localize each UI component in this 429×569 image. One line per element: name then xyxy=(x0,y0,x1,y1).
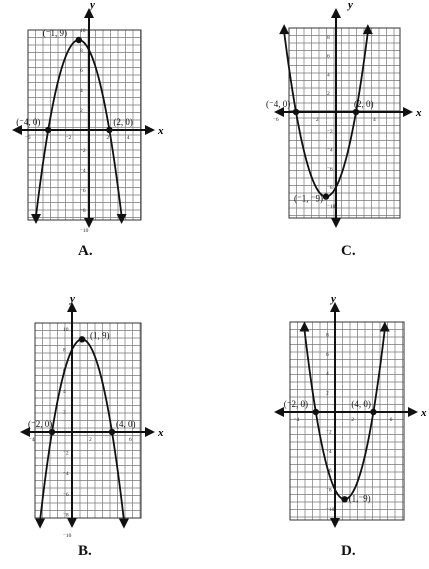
curve-arrow-right xyxy=(380,322,390,332)
y-tick-label: 4 xyxy=(80,88,83,94)
y-axis-label: y xyxy=(70,293,75,305)
x-tick-label: 2 xyxy=(89,437,92,443)
x-axis-label: x xyxy=(421,407,427,419)
point-label: (⁻2, 0) xyxy=(28,419,53,429)
y-tick-label: 4 xyxy=(63,388,66,395)
y-tick-label: ⁻8 xyxy=(63,512,69,519)
labeled-point xyxy=(341,496,347,502)
y-tick-label: ⁻8 xyxy=(326,487,332,494)
choice-letter-a[interactable]: A. xyxy=(78,243,93,259)
point-label: (⁻2, 0) xyxy=(283,399,309,409)
y-tick-label: ⁻4 xyxy=(326,448,332,455)
y-tick-label: ⁻8 xyxy=(327,185,333,192)
labeled-point xyxy=(313,409,319,415)
y-tick-label: ⁻4 xyxy=(327,147,333,154)
x-axis-label: x xyxy=(158,125,164,137)
curve-arrow-left xyxy=(299,322,309,332)
y-tick-label: ⁻2 xyxy=(63,450,69,457)
point-label: (1, 9) xyxy=(90,330,110,341)
point-label: (4, 0) xyxy=(116,419,136,429)
y-tick-label: ⁻10 xyxy=(326,507,335,513)
y-tick-label: 10 xyxy=(63,327,69,333)
choice-letter-d[interactable]: D. xyxy=(341,543,356,559)
x-tick-label: ⁻4 xyxy=(293,417,300,423)
x-tick-label: ⁻6 xyxy=(273,117,279,123)
y-tick-label: ⁻6 xyxy=(326,468,332,475)
y-tick-label: ⁻4 xyxy=(80,168,86,174)
x-tick-label: 6 xyxy=(389,417,393,423)
point-label: (⁻1, ⁻9) xyxy=(294,193,323,204)
x-axis-arrow-left xyxy=(274,407,284,417)
y-tick-label: 2 xyxy=(327,91,330,98)
y-tick-label: ⁻10 xyxy=(80,228,89,234)
y-tick-label: ⁻6 xyxy=(327,166,333,173)
choice-letter-c[interactable]: C. xyxy=(341,243,356,259)
y-tick-label: 6 xyxy=(326,351,329,358)
x-tick-label: ⁻2 xyxy=(313,117,319,123)
point-label: (2, 0) xyxy=(354,99,374,109)
y-tick-label: 8 xyxy=(63,347,66,354)
y-tick-label: ⁻10 xyxy=(63,533,72,539)
y-tick-label: ⁻8 xyxy=(80,208,86,214)
y-tick-label: 6 xyxy=(327,53,330,60)
y-tick-label: ⁻6 xyxy=(63,491,69,498)
y-tick-label: 4 xyxy=(327,72,330,79)
y-tick-label: ⁻2 xyxy=(80,148,86,154)
y-axis-label: y xyxy=(348,0,353,11)
point-label: (⁻4, 0) xyxy=(16,117,41,127)
y-tick-label: 8 xyxy=(327,34,330,41)
x-tick-label: 4 xyxy=(126,135,130,141)
choice-letter-b[interactable]: B. xyxy=(78,543,92,559)
y-tick-label: 6 xyxy=(80,68,83,74)
y-tick-label: 6 xyxy=(63,368,66,375)
x-axis-label: x xyxy=(416,107,422,119)
x-tick-label: ⁻6 xyxy=(24,135,31,141)
x-axis-label: x xyxy=(158,427,164,439)
y-axis-arrow-down xyxy=(330,518,340,528)
x-axis-arrow-right xyxy=(408,407,418,417)
y-tick-label: 10 xyxy=(80,28,86,34)
y-tick-label: ⁻2 xyxy=(327,128,333,135)
x-tick-label: 6 xyxy=(129,437,132,443)
y-tick-label: 8 xyxy=(80,48,83,54)
labeled-point xyxy=(370,409,376,415)
point-label: (2, 0) xyxy=(113,117,133,127)
x-tick-label: ⁻4 xyxy=(29,437,35,443)
y-tick-label: 8 xyxy=(326,332,329,339)
x-tick-label: 2 xyxy=(106,135,110,141)
y-tick-label: ⁻6 xyxy=(80,188,86,194)
y-tick-label: ⁻2 xyxy=(326,429,332,436)
x-tick-label: ⁻2 xyxy=(65,135,72,141)
y-tick-label: 2 xyxy=(80,108,83,114)
y-axis-label: y xyxy=(90,0,95,11)
y-tick-label: 4 xyxy=(326,371,329,378)
y-tick-label: ⁻10 xyxy=(327,204,336,210)
point-label: (⁻4, 0) xyxy=(266,99,291,109)
x-tick-label: 4 xyxy=(373,117,376,123)
y-tick-label: 2 xyxy=(63,409,66,416)
y-tick-label: ⁻4 xyxy=(63,471,69,478)
y-tick-label: 2 xyxy=(326,390,329,397)
point-label: (⁻1, 9) xyxy=(42,28,68,38)
point-label: (1,⁻9) xyxy=(348,493,371,504)
x-tick-label: 2 xyxy=(351,417,354,423)
point-label: (4, 0) xyxy=(351,399,371,409)
y-axis-label: y xyxy=(331,293,336,305)
